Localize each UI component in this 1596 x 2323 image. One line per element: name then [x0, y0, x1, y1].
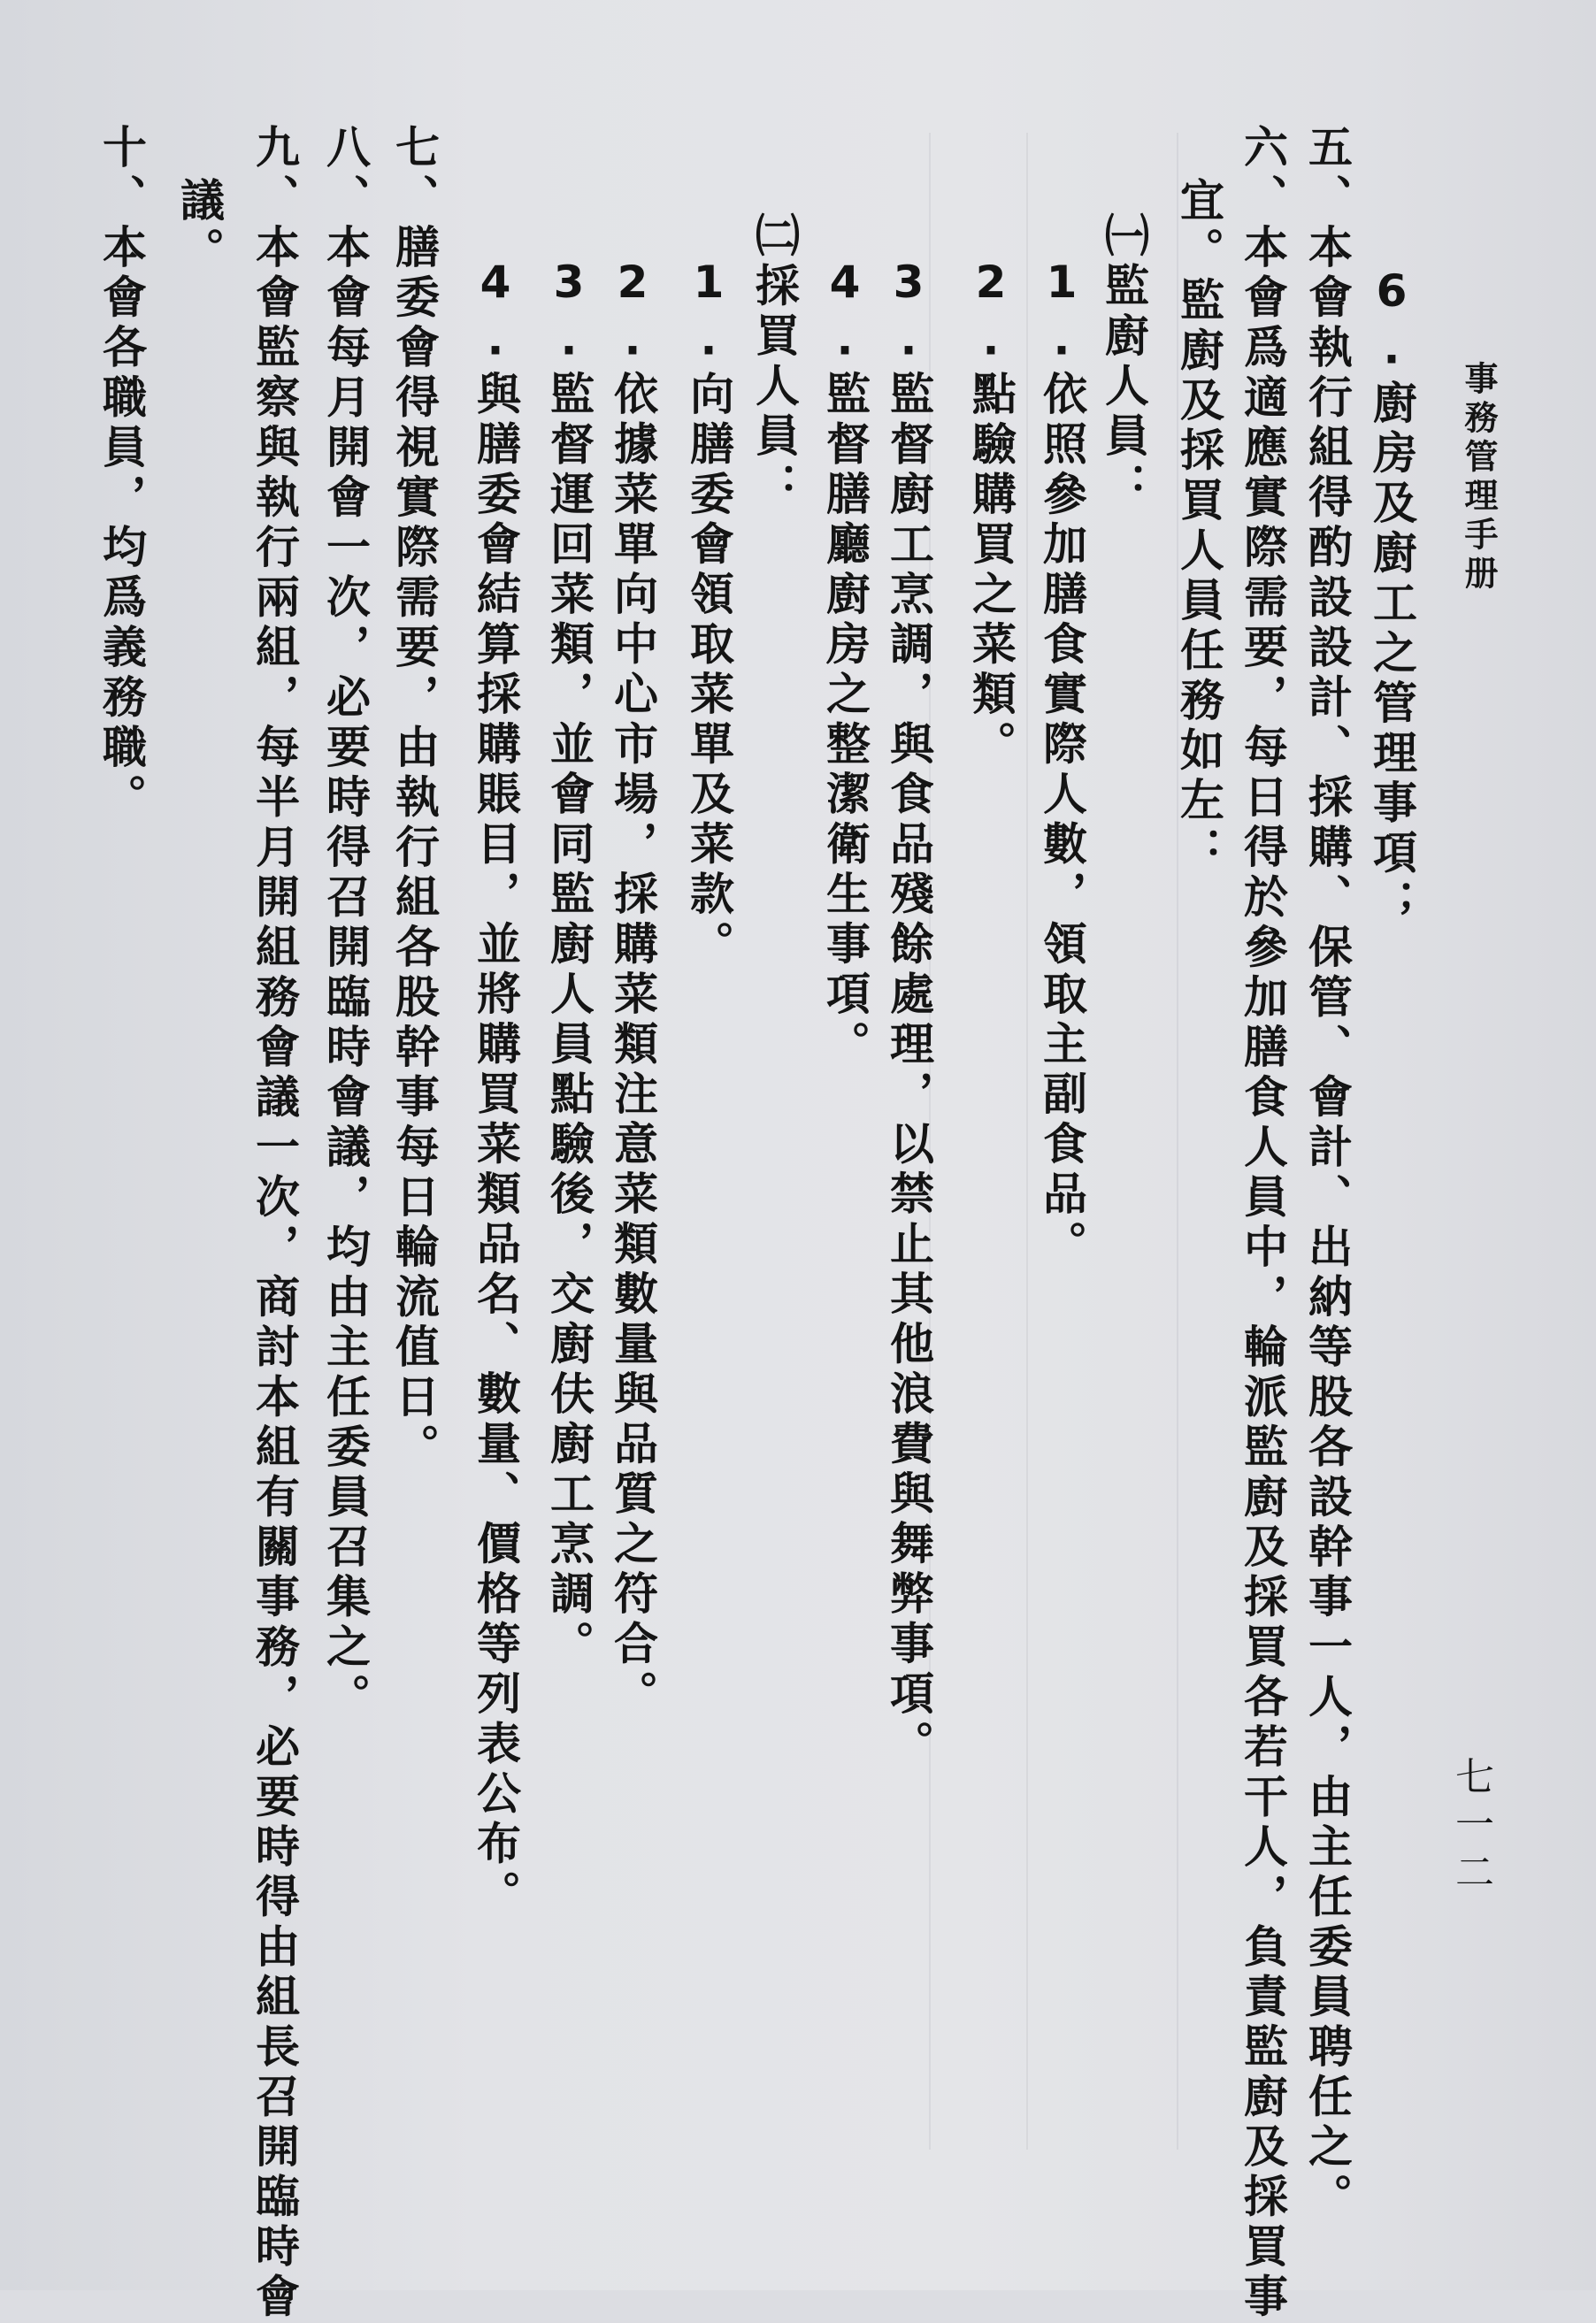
text-column: 六、本會爲適應實際需要，每日得於參加膳食人員中，輪派監廚及採買各若干人，負責監廚及採買事 — [1237, 124, 1288, 2323]
text-column: 宜。監廚及採買人員任務如左： — [1173, 177, 1224, 877]
text-column: 八、本會每月開會一次，必要時得召開臨時會議，均由主任委員召集之。 — [319, 124, 371, 1723]
bleed-through-line — [1026, 133, 1028, 2150]
text-column: 4.與膳委會結算採購賬目，並將購買菜類品名、數量、價格等列表公布。 — [470, 257, 521, 1920]
text-column: 議。 — [173, 177, 225, 277]
text-column: 6.廚房及廚工之管理事項； — [1366, 265, 1417, 930]
text-column: 3.監督廚工烹調，與食品殘餘處理，以禁止其他浪費與舞弊事項。 — [883, 257, 934, 1770]
text-column: ㈡採買人員： — [748, 212, 800, 512]
text-column: 七、膳委會得視實際需要，由執行組各股幹事每日輪流值日。 — [388, 124, 440, 1474]
text-column: 九、本會監察與執行兩組，每半月開組務會議一次，商討本組有關事務，必要時得由組長召開臨時會 — [249, 124, 300, 2323]
text-column: 十、本會各職員，均爲義務職。 — [96, 124, 147, 824]
text-column: 五、本會執行組得酌設設計、採購、保管、會計、出納等股各設幹事一人，由主任委員聘任之。 — [1301, 124, 1353, 2223]
text-column: 2.點驗購買之菜類。 — [965, 257, 1017, 770]
page-number: 七一二 — [1448, 1756, 1493, 1899]
text-column: ㈠監廚人員： — [1098, 212, 1149, 512]
text-column: 1.向膳委會領取菜單及菜款。 — [683, 257, 734, 970]
book-title: 事務管理手册 — [1459, 361, 1498, 594]
text-column: 1.依照參加膳食實際人數，領取主副食品。 — [1036, 257, 1087, 1270]
text-column: 2.依據菜單向中心市場，採購菜類注意菜類數量與品質之符合。 — [607, 257, 658, 1721]
text-column: 4.監督膳廳廚房之整潔衛生事項。 — [819, 257, 871, 1070]
text-column: 3.監督運回菜類，並會同監廚人員點驗後，交廚伕廚工烹調。 — [543, 257, 595, 1670]
